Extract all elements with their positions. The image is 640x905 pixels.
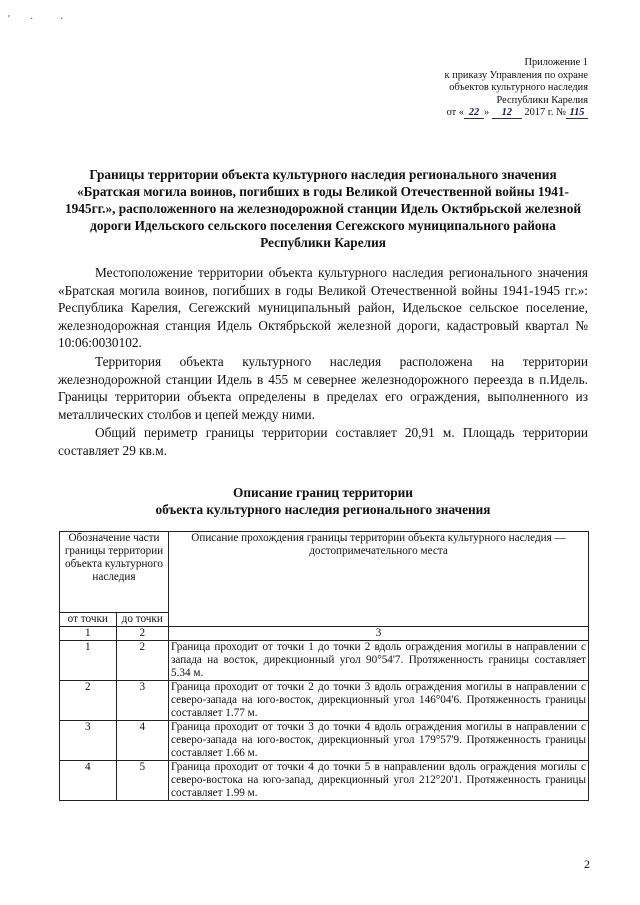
page-number: 2 [584, 857, 590, 871]
handwritten-order-number: 115 [566, 107, 588, 119]
boundary-description: Граница проходит от точки 1 до точки 2 вдоль ограждения могилы в направлении с запада на восток, дирекционный угол 90°54'7. Протяженность границы составляет 5.34 м. [169, 641, 589, 681]
appendix-date-line [378, 107, 588, 120]
from-point: 3 [60, 721, 117, 761]
header-description: Описание прохождения границы территории объекта культурного наследия — достопримечательного места [169, 532, 589, 627]
paragraph-location: Местоположение территории объекта культурного наследия регионального значения «Братская могила воинов, погибших в годы Великой Отечественной войны 1941-1945 гг.»: Республика Карелия, Сегежский муниципальный район, Идельское сельское поселение, железнодорожная станция Идель Октябрьской железной дороги, кадастровый квартал № 10:06:0030102. [58, 265, 588, 351]
appendix-line: объектов культурного наследия [449, 82, 588, 94]
handwritten-month: 12 [492, 107, 522, 119]
table-heading [60, 484, 586, 518]
table-row [60, 761, 589, 801]
to-point: 4 [116, 721, 168, 761]
boundary-table [59, 531, 589, 801]
column-number: 1 [60, 627, 117, 641]
table-row [60, 721, 589, 761]
appendix-line: Республики Карелия [496, 94, 588, 106]
to-point: 3 [116, 681, 168, 721]
date-prefix: от « [446, 107, 465, 119]
table-heading-line: Описание границ территории [233, 485, 413, 500]
to-point: 5 [116, 761, 168, 801]
header-to-point: до точки [116, 613, 168, 627]
from-point: 2 [60, 681, 117, 721]
boundary-description: Граница проходит от точки 3 до точки 4 вдоль ограждения могилы в направлении с северо-запада на юго-восток, дирекционный угол 179°57'9. Протяженность границы составляет 1.66 м. [169, 721, 589, 761]
to-point: 2 [116, 641, 168, 681]
handwritten-day: 22 [464, 107, 484, 119]
paragraph-territory: Территория объекта культурного наследия расположена на территории железнодорожной станции Идель в 455 м севернее железнодорожного переезда в п.Идель. Границы территории объекта определены в пределах его ограждения, выполненного из металлических столбов и цепей между ними. [58, 353, 588, 422]
boundary-description: Граница проходит от точки 4 до точки 5 в направлении вдоль ограждения могилы с северо-востока на юго-запад, дирекционный угол 212°20'1. Протяженность границы составляет 1.99 м. [169, 761, 589, 801]
boundary-description: Граница проходит от точки 2 до точки 3 вдоль ограждения могилы в направлении с северо-запада на юго-восток, дирекционный угол 146°04'6. Протяженность границы составляет 1.77 м. [169, 681, 589, 721]
appendix-header [378, 57, 588, 120]
date-year: 2017 г. № [521, 107, 566, 119]
column-number: 3 [169, 627, 589, 641]
header-from-point: от точки [60, 613, 117, 627]
document-body [58, 264, 588, 460]
header-boundary-part: Обозначение части границы территории объекта культурного наследия [60, 532, 169, 613]
table-row [60, 681, 589, 721]
from-point: 1 [60, 641, 117, 681]
paragraph-perimeter: Общий периметр границы территории составляет 20,91 м. Площадь территории составляет 29 кв.м. [58, 425, 588, 458]
table-heading-line: объекта культурного наследия регионального значения [155, 502, 491, 517]
document-title: Границы территории объекта культурного наследия регионального значения «Братская могила воинов, погибших в годы Великой Отечественной войны 1941-1945гг.», расположенного на железнодорожной станции Идель Октябрьской железной дороги Идельского сельского поселения Сегежского муниципального района Республики Карелия [64, 167, 582, 250]
from-point: 4 [60, 761, 117, 801]
table-row [60, 641, 589, 681]
scan-mark: · [30, 14, 34, 25]
scan-mark: · [60, 14, 64, 25]
appendix-line: Приложение 1 [524, 57, 588, 68]
appendix-line: к приказу Управления по охране [444, 69, 588, 81]
column-number: 2 [116, 627, 168, 641]
date-separator: » [484, 107, 492, 119]
scan-mark: ' [8, 14, 10, 25]
